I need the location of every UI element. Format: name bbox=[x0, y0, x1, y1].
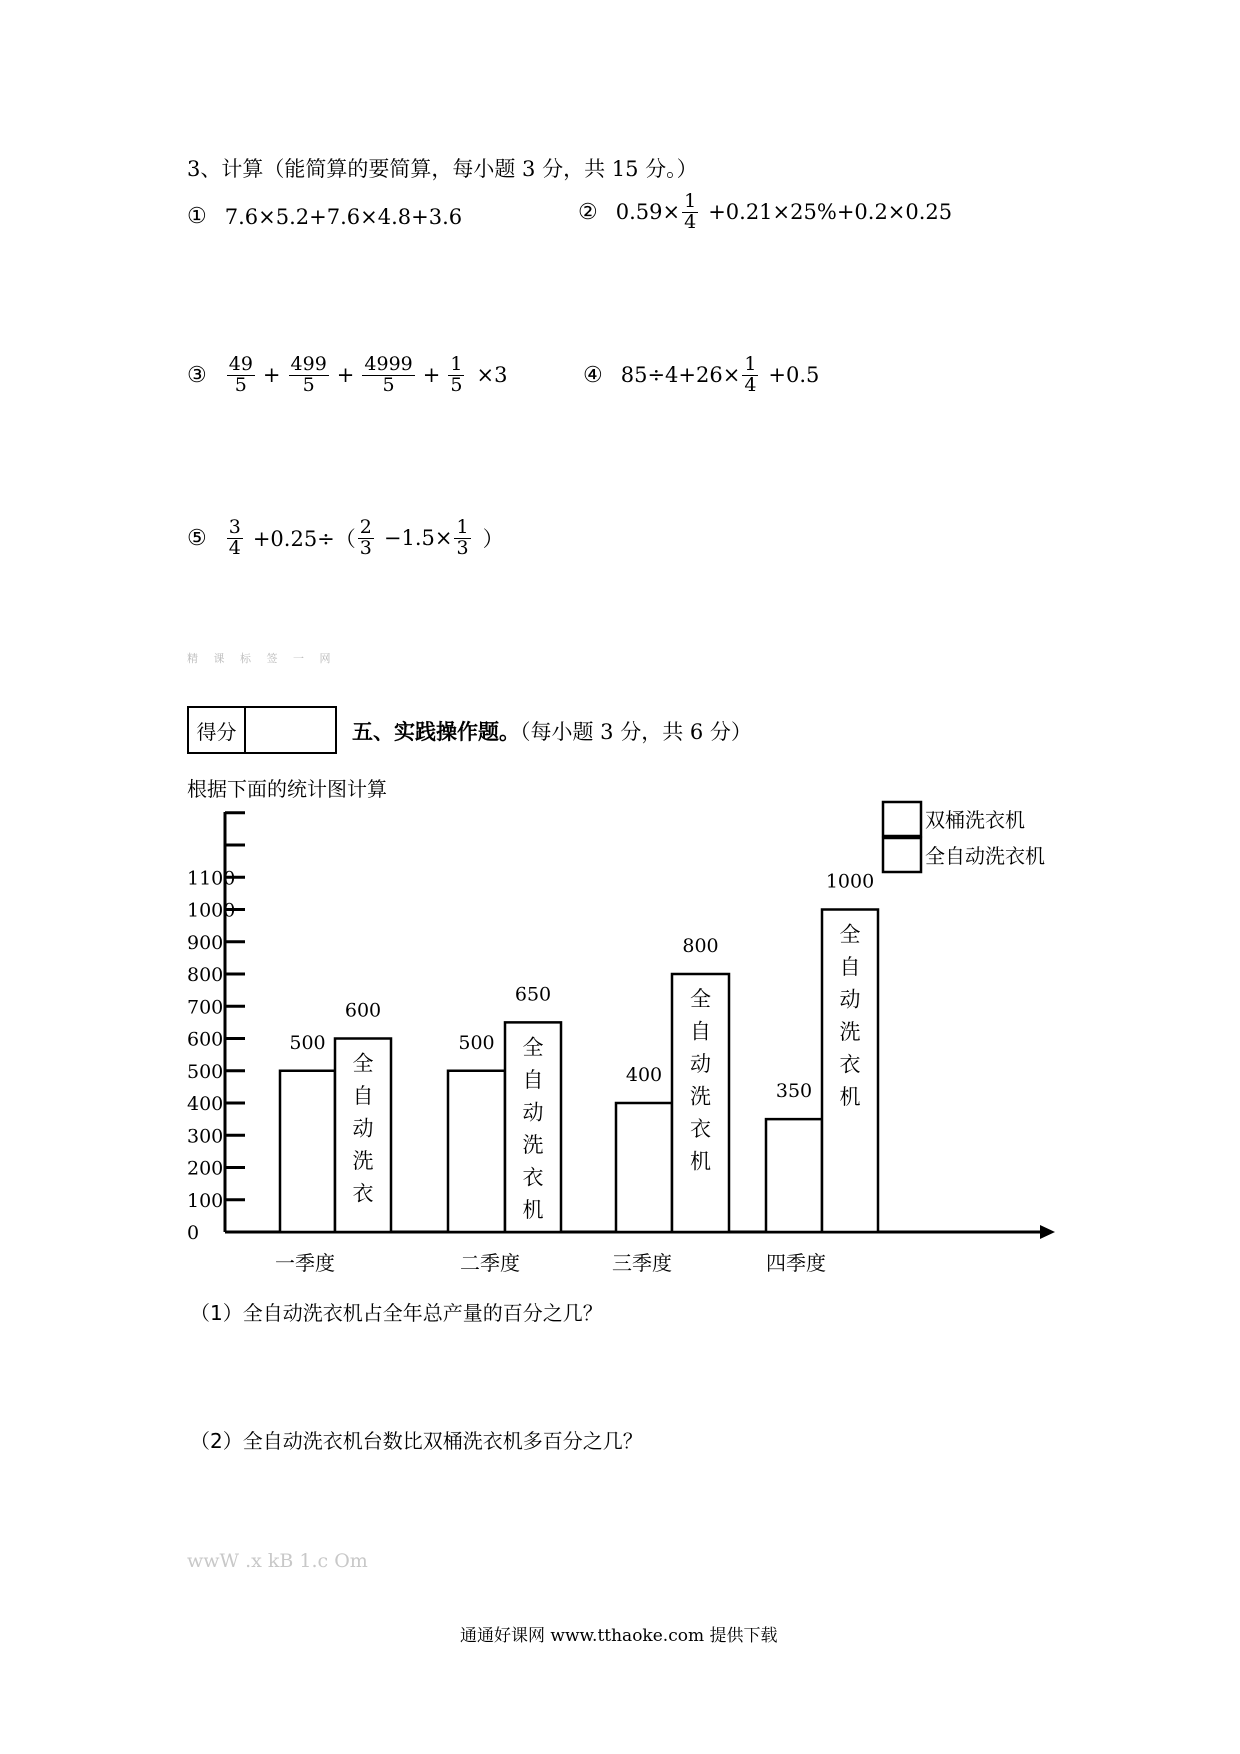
category-label: 三季度 bbox=[612, 1251, 672, 1275]
chart-intro: 根据下面的统计图计算 bbox=[187, 777, 387, 801]
page-footer: 通通好课网 www.tthaoke.com 提供下载 bbox=[460, 1626, 778, 1646]
problem-3-tail: ×3 bbox=[476, 363, 508, 388]
watermark-top: 精 课 标 签 一 网 bbox=[187, 652, 337, 665]
score-label: 得分 bbox=[189, 708, 246, 752]
bar-inner-text: 洗 bbox=[352, 1149, 374, 1173]
problem-2-part-a: 0.59× bbox=[615, 200, 681, 225]
bar-inner-text: 衣 bbox=[690, 1117, 711, 1141]
problem-4-number: ④ bbox=[583, 362, 603, 388]
bar-inner-text: 动 bbox=[522, 1100, 544, 1125]
problem-1-expression: 7.6×5.2+7.6×4.8+3.6 bbox=[224, 204, 463, 229]
bar-value-label: 1000 bbox=[825, 870, 875, 893]
problem-2-part-b: +0.21×25%+0.2×0.25 bbox=[708, 200, 953, 225]
category-label: 四季度 bbox=[766, 1251, 826, 1275]
bar-value-label: 350 bbox=[775, 1080, 813, 1103]
bar-inner-text: 动 bbox=[839, 987, 861, 1012]
category-label: 二季度 bbox=[460, 1251, 520, 1275]
problem-5-part-b: −1.5× bbox=[383, 526, 453, 551]
legend-swatch bbox=[883, 802, 921, 836]
bar-inner-text: 全 bbox=[839, 922, 861, 947]
problem-4-part-b: +0.5 bbox=[768, 363, 820, 388]
problem-5-part-c: ） bbox=[482, 527, 504, 552]
bar-inner-text: 自 bbox=[522, 1067, 544, 1092]
bar-inner-text: 自 bbox=[352, 1084, 374, 1108]
bar-series-1 bbox=[616, 1103, 672, 1232]
bar-inner-text: 全 bbox=[690, 987, 711, 1011]
problem-3-plus-2: + bbox=[336, 363, 355, 388]
section-3-heading: 3、计算（能简算的要简算，每小题 3 分，共 15 分。） bbox=[187, 157, 698, 181]
question-2: （2）全自动洗衣机台数比双桶洗衣机多百分之几？ bbox=[190, 1429, 643, 1453]
y-tick-label: 500 bbox=[187, 1060, 224, 1083]
bar-series-1 bbox=[280, 1071, 335, 1232]
bar-inner-text: 动 bbox=[690, 1052, 711, 1076]
bar-inner-text: 全 bbox=[352, 1051, 374, 1076]
bar-value-label: 650 bbox=[514, 983, 552, 1006]
problem-5-number: ⑤ bbox=[187, 525, 207, 551]
problem-5-part-a: +0.25÷（ bbox=[252, 527, 356, 552]
y-tick-label: 700 bbox=[187, 996, 224, 1019]
y-tick-label: 1000 bbox=[187, 899, 236, 922]
problem-5-fraction-3: $\frac{1}{3}$ bbox=[456, 516, 469, 559]
problem-5-fraction-2: $\frac{2}{3}$ bbox=[359, 516, 372, 559]
y-tick-label: 400 bbox=[187, 1093, 224, 1115]
y-tick-label: 800 bbox=[187, 964, 224, 986]
problem-2-fraction: $\frac{1}{4}$ bbox=[684, 190, 697, 233]
bar-inner-text: 机 bbox=[522, 1197, 544, 1222]
y-tick-label: 900 bbox=[187, 931, 224, 954]
bar-series-1 bbox=[448, 1071, 505, 1232]
section-5-title-bold: 五、实践操作题。 bbox=[352, 719, 520, 744]
bar-inner-text: 衣 bbox=[839, 1052, 861, 1077]
y-tick-label: 100 bbox=[187, 1189, 224, 1212]
y-tick-label: 300 bbox=[187, 1125, 224, 1148]
problem-1-number: ① bbox=[187, 204, 207, 229]
bar-inner-text: 洗 bbox=[690, 1084, 711, 1109]
y-tick-label: 200 bbox=[187, 1157, 224, 1180]
bar-inner-text: 衣 bbox=[352, 1181, 374, 1206]
bar-value-label: 500 bbox=[458, 1031, 495, 1054]
legend-label: 双桶洗衣机 bbox=[925, 808, 1025, 832]
problem-4-fraction: $\frac{1}{4}$ bbox=[744, 353, 757, 396]
problem-3-fraction-4: $\frac{1}{5}$ bbox=[450, 353, 463, 396]
bar-inner-text: 动 bbox=[352, 1116, 374, 1141]
bar-inner-text: 机 bbox=[690, 1149, 711, 1174]
bar-value-label: 500 bbox=[289, 1031, 326, 1054]
section-5-title-rest: （每小题 3 分，共 6 分） bbox=[520, 720, 752, 744]
bar-value-label: 400 bbox=[625, 1064, 663, 1086]
bar-inner-text: 衣 bbox=[522, 1165, 544, 1190]
bar-inner-text: 自 bbox=[839, 955, 861, 979]
bar-inner-text: 机 bbox=[839, 1085, 861, 1109]
problem-4-part-a: 85÷4+26× bbox=[620, 363, 741, 388]
problem-2-number: ② bbox=[578, 199, 598, 225]
problem-3-fraction-3: $\frac{4999}{5}$ bbox=[364, 353, 413, 396]
watermark-bottom: wwW .x kB 1.c Om bbox=[187, 1550, 368, 1572]
bar-inner-text: 自 bbox=[690, 1019, 711, 1044]
problem-3-fraction-1: $\frac{49}{5}$ bbox=[228, 353, 253, 396]
bar-series-1 bbox=[766, 1119, 822, 1232]
problem-3-number: ③ bbox=[187, 362, 207, 388]
bar-inner-text: 洗 bbox=[522, 1132, 544, 1157]
y-tick-label: 600 bbox=[187, 1028, 224, 1051]
problem-5-fraction-1: $\frac{3}{4}$ bbox=[228, 516, 241, 559]
legend-label: 全自动洗衣机 bbox=[925, 844, 1045, 868]
y-tick-label: 0 bbox=[187, 1222, 200, 1244]
bar-inner-text: 洗 bbox=[839, 1020, 861, 1044]
question-1: （1）全自动洗衣机占全年总产量的百分之几？ bbox=[190, 1301, 603, 1325]
problem-3-plus-1: + bbox=[262, 363, 281, 388]
problem-3-plus-3: + bbox=[422, 363, 441, 388]
category-label: 一季度 bbox=[275, 1251, 335, 1275]
y-tick-label: 1100 bbox=[187, 867, 236, 890]
problem-3-fraction-2: $\frac{499}{5}$ bbox=[290, 353, 327, 396]
bar-value-label: 600 bbox=[344, 999, 382, 1022]
x-axis-arrow bbox=[1040, 1225, 1055, 1239]
bar-value-label: 800 bbox=[682, 935, 719, 957]
legend-swatch bbox=[883, 838, 921, 872]
bar-inner-text: 全 bbox=[522, 1035, 544, 1060]
